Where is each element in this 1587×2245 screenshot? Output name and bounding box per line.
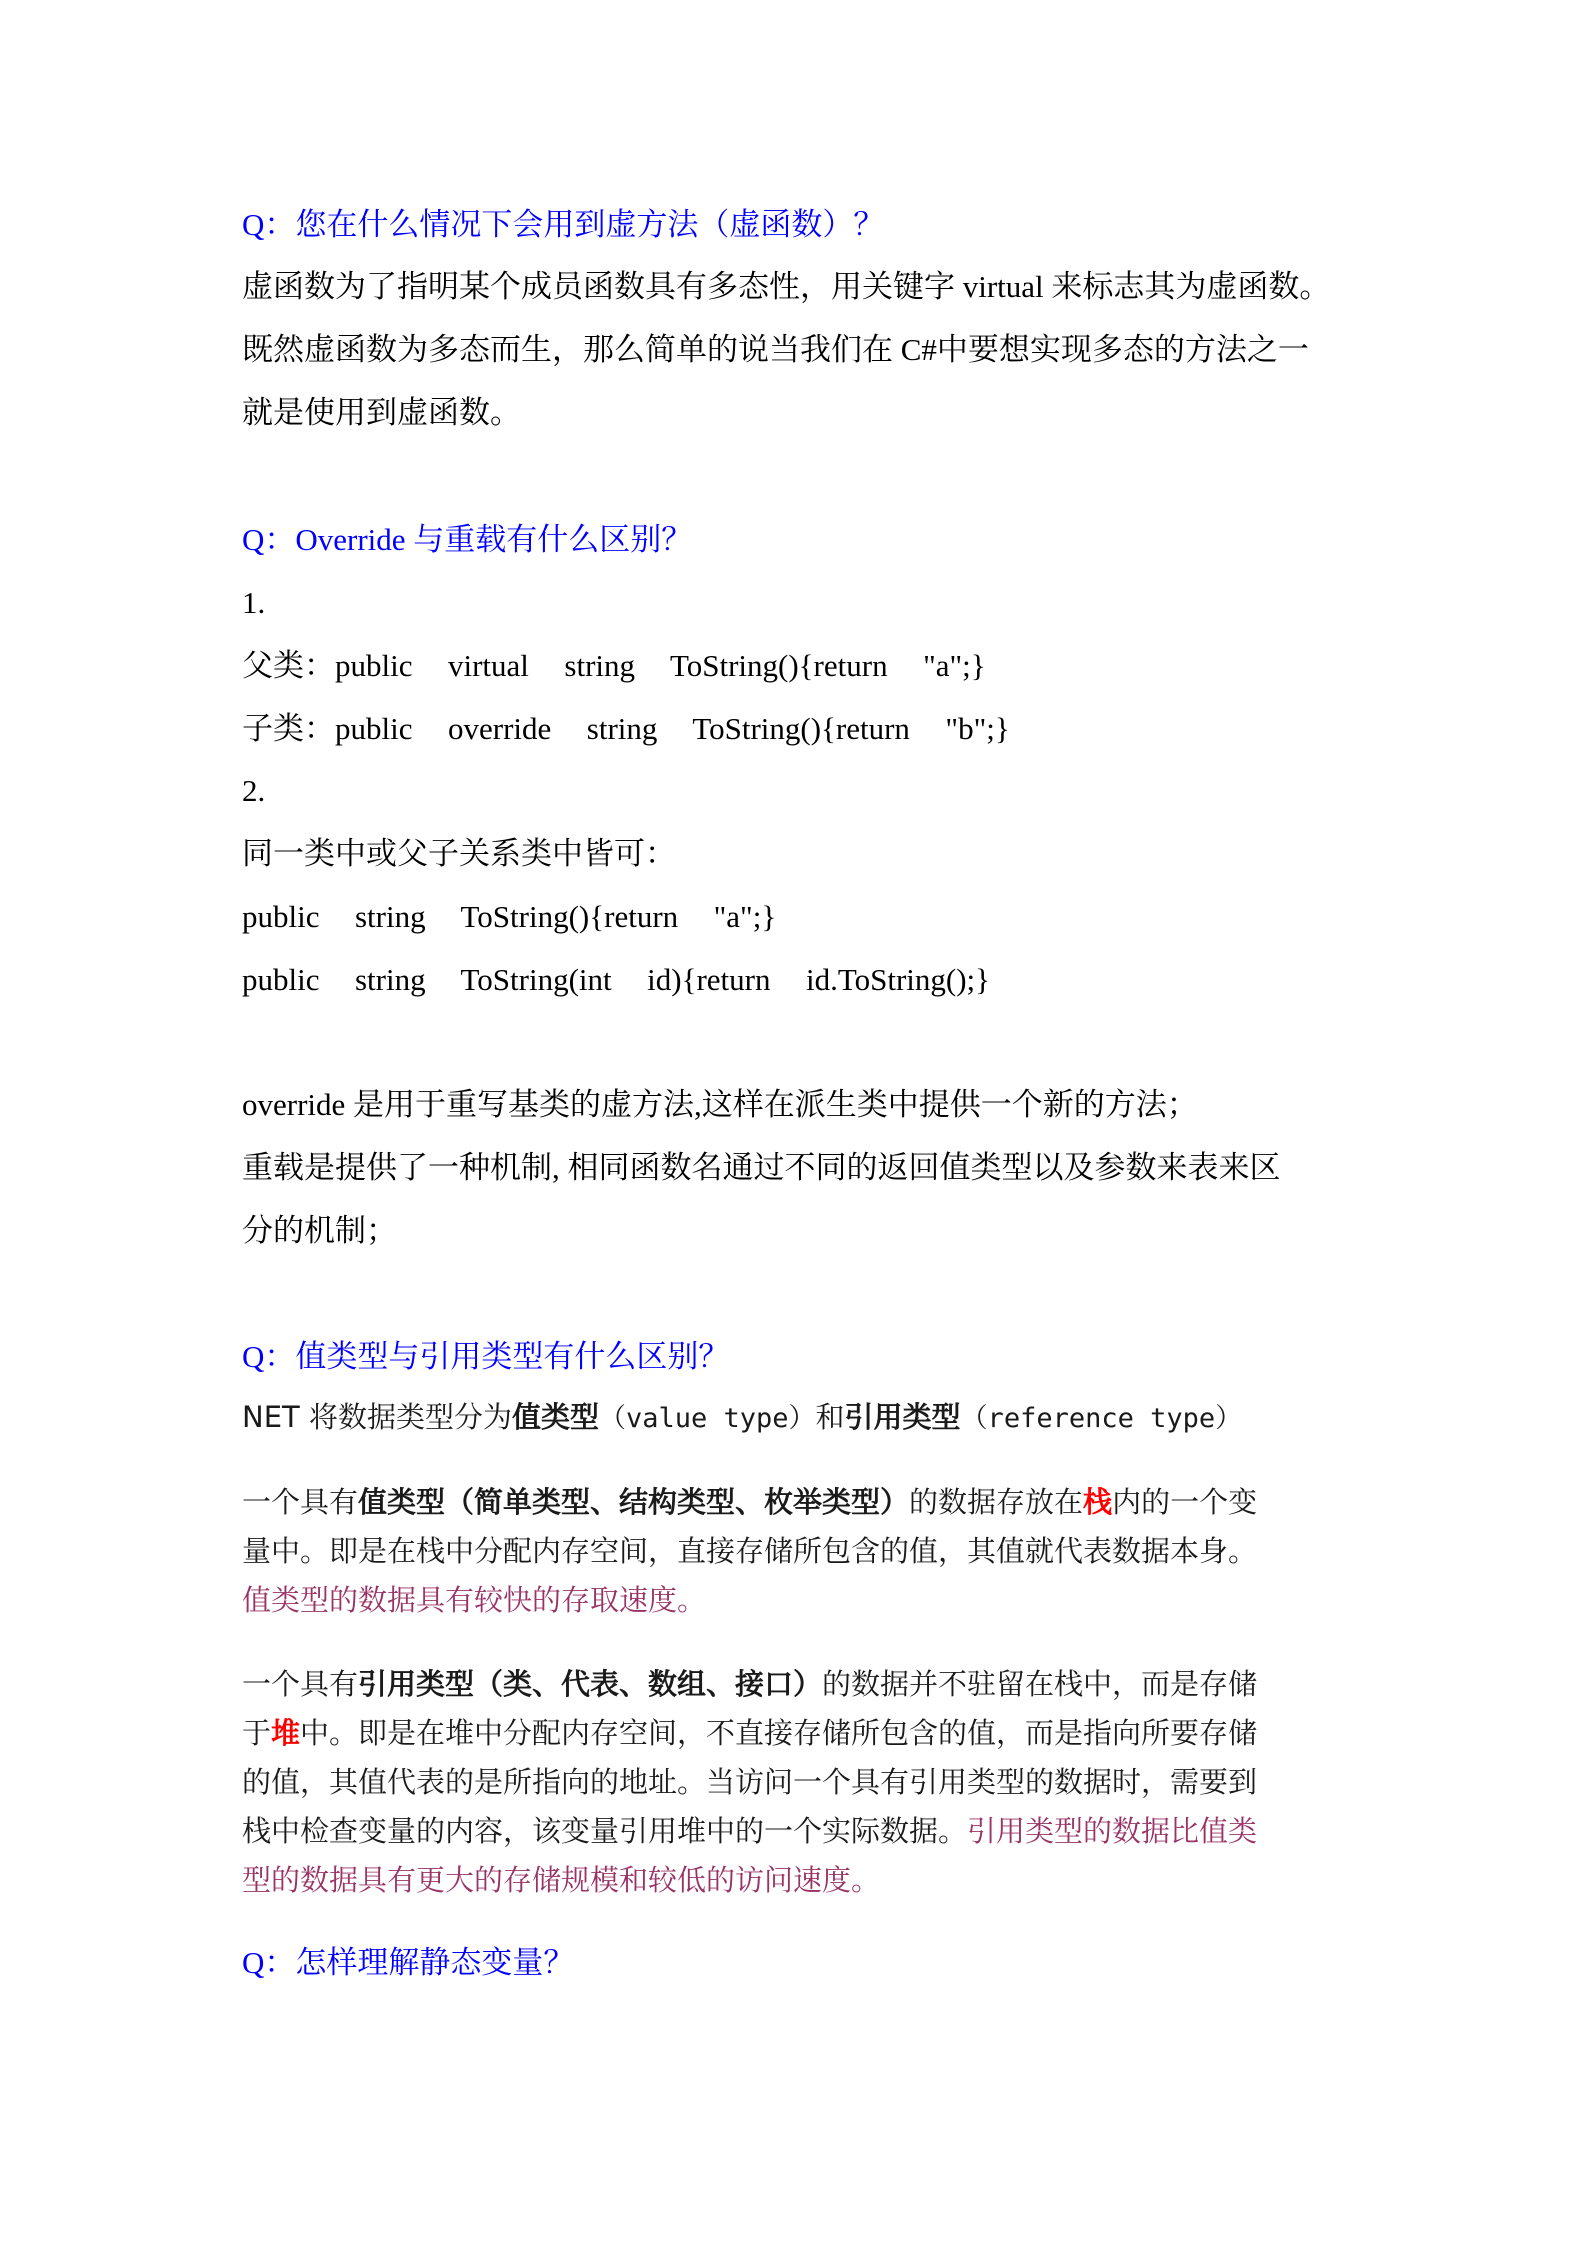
text: 于 (242, 1716, 272, 1750)
reference-para-line: 的值，其值代表的是所指向的地址。当访问一个具有引用类型的数据时，需要到 (242, 1765, 1258, 1799)
answer-line: 同一类中或父子关系类中皆可： (242, 836, 676, 871)
reference-type-en: （reference type） (960, 1403, 1243, 1434)
text: 一个具有 (242, 1667, 359, 1701)
value-type-term: 值类型 (511, 1400, 599, 1434)
reference-highlight: 引用类型的数据比值类 (967, 1814, 1258, 1848)
stack-emphasis: 栈 (1083, 1485, 1113, 1519)
reference-para-highlight: 型的数据具有更大的存储规模和较低的访问速度。 (242, 1863, 881, 1897)
question-heading-virtual-method: Q：您在什么情况下会用到虚方法（虚函数）？ (242, 207, 885, 242)
reference-para-line (242, 1664, 1257, 1704)
code-line-child-class: 子类：public override string ToString(){return "b";} (242, 711, 1010, 746)
answer-line: 既然虚函数为多态而生，那么简单的说当我们在 C#中要想实现多态的方法之一 (242, 332, 1309, 367)
code-line-overload-1: public string ToString(){return "a";} (242, 899, 777, 934)
summary-line: 分的机制； (242, 1213, 397, 1248)
heap-emphasis: 堆 (271, 1716, 301, 1750)
reference-para-line (242, 1811, 1257, 1851)
types-intro-line (242, 1397, 1242, 1439)
code-line-overload-2: public string ToString(int id){return id.ToString();} (242, 962, 991, 997)
value-para-highlight: 值类型的数据具有较快的存取速度。 (242, 1583, 707, 1617)
answer-line: 虚函数为了指明某个成员函数具有多态性，用关键字 virtual 来标志其为虚函数。 (242, 269, 1331, 304)
question-heading-value-vs-reference: Q：值类型与引用类型有什么区别？ (242, 1339, 730, 1374)
answer-line: 就是使用到虚函数。 (242, 395, 521, 430)
reference-type-kinds: 引用类型（类、代表、数组、接口） (358, 1667, 823, 1701)
text: 的数据存放在 (909, 1485, 1084, 1519)
value-type-en: （value type） (598, 1403, 816, 1434)
value-para-line (242, 1482, 1257, 1522)
question-heading-override-vs-overload: Q：Override 与重载有什么区别？ (242, 522, 693, 557)
list-number: 1. (242, 585, 266, 620)
list-number: 2. (242, 773, 266, 808)
reference-para-line (242, 1713, 1257, 1753)
text: 一个具有 (242, 1485, 359, 1519)
value-type-kinds: 值类型（简单类型、结构类型、枚举类型） (358, 1485, 910, 1519)
text: 栈中检查变量的内容，该变量引用堆中的一个实际数据。 (242, 1814, 968, 1848)
question-heading-static-variable: Q：怎样理解静态变量？ (242, 1945, 575, 1980)
text: 中。即是在堆中分配内存空间，不直接存储所包含的值，而是指向所要存储 (300, 1716, 1258, 1750)
intro-prefix: NET 将数据类型分为 (242, 1400, 512, 1434)
code-line-parent-class: 父类：public virtual string ToString(){return "a";} (242, 648, 986, 683)
summary-line: 重载是提供了一种机制, 相同函数名通过不同的返回值类型以及参数来表来区 (242, 1150, 1281, 1185)
summary-line: override 是用于重写基类的虚方法,这样在派生类中提供一个新的方法； (242, 1087, 1198, 1122)
intro-and: 和 (815, 1400, 845, 1434)
reference-type-term: 引用类型 (844, 1400, 961, 1434)
value-para-line: 量中。即是在栈中分配内存空间，直接存储所包含的值，其值就代表数据本身。 (242, 1534, 1258, 1568)
text: 内的一个变 (1112, 1485, 1258, 1519)
text: 的数据并不驻留在栈中，而是存储 (822, 1667, 1258, 1701)
